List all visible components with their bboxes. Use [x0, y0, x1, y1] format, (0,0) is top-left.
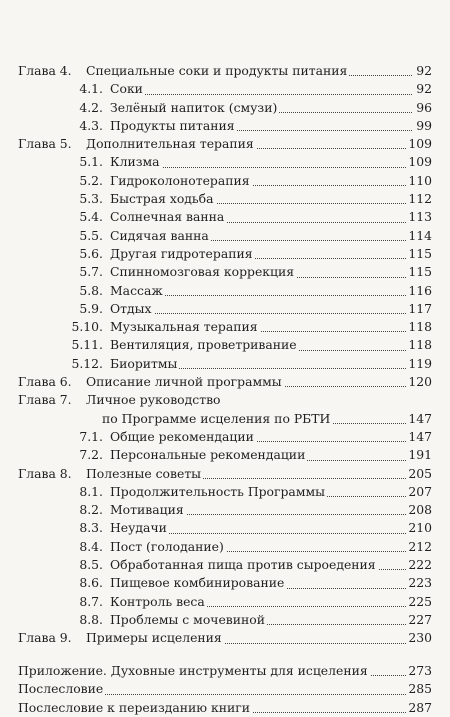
page-number: 115 — [406, 263, 432, 281]
entry-title-text: Продукты питания — [110, 117, 235, 133]
page-number: 230 — [406, 629, 432, 647]
toc-entry — [18, 574, 432, 592]
page-number: 212 — [406, 538, 432, 556]
entry-title-text: Вентиляция, проветривание — [110, 337, 297, 353]
entry-title-text: Другая гидротерапия — [110, 245, 253, 261]
entry-number: 8.7. — [79, 593, 103, 609]
entry-number: Глава 6. — [18, 374, 72, 390]
page-number: 112 — [406, 190, 432, 208]
entry-title-text: Зелёный напиток (смузи) — [110, 99, 278, 115]
entry-title — [110, 501, 186, 519]
entry-title — [18, 699, 252, 717]
entry-title — [86, 391, 223, 409]
entry-number: 5.12. — [71, 355, 103, 371]
entry-number: 5.10. — [71, 319, 103, 335]
toc-entry — [18, 245, 432, 263]
page-number: 118 — [406, 318, 432, 336]
toc-entry — [18, 410, 432, 428]
entry-title-text: Пост (голодание) — [110, 538, 224, 554]
entry-number: 5.8. — [79, 282, 103, 298]
page-number: 114 — [406, 227, 432, 245]
entry-title-text: Спинномозговая коррекция — [110, 264, 295, 280]
page-number: 115 — [406, 245, 432, 263]
page-number: 120 — [406, 373, 432, 391]
page-number: 118 — [406, 336, 432, 354]
entry-title — [110, 483, 327, 501]
toc-entry — [18, 318, 432, 336]
page-number: 225 — [406, 593, 432, 611]
entry-title-text: Послесловие — [18, 681, 104, 697]
entry-number: 8.5. — [79, 557, 103, 573]
toc-entry — [18, 391, 432, 409]
toc-entry — [18, 99, 432, 117]
page-number: 223 — [406, 574, 432, 592]
toc-entry — [18, 556, 432, 574]
page-number: 227 — [406, 611, 432, 629]
entry-title — [110, 208, 226, 226]
entry-number: 8.3. — [79, 520, 103, 536]
entry-number: 5.7. — [79, 264, 103, 280]
entry-title-text: Неудачи — [110, 520, 167, 536]
toc-entry — [18, 501, 432, 519]
entry-number: 4.1. — [79, 81, 103, 97]
toc-entry — [18, 336, 432, 354]
page-number: 113 — [406, 208, 432, 226]
entry-title — [110, 574, 286, 592]
page-number: 191 — [406, 446, 432, 464]
dot-leader — [110, 313, 412, 314]
entry-number: 7.1. — [79, 428, 103, 444]
page-number: 222 — [406, 556, 432, 574]
entry-title — [110, 153, 162, 171]
toc-entry — [18, 662, 432, 680]
entry-title — [110, 282, 165, 300]
page-number: 109 — [406, 135, 432, 153]
page-number: 109 — [406, 153, 432, 171]
toc-entry — [18, 300, 432, 318]
toc-entry — [18, 680, 432, 698]
entry-title — [110, 99, 279, 117]
page-number: 207 — [406, 483, 432, 501]
entry-title — [110, 80, 145, 98]
toc-entry — [18, 629, 432, 647]
entry-title-text: Отдых — [110, 300, 152, 316]
toc-entry — [18, 465, 432, 483]
entry-number: 5.4. — [79, 209, 103, 225]
page-number: 110 — [406, 172, 432, 190]
entry-title — [102, 410, 332, 428]
entry-title-text: Личное руководство — [86, 392, 221, 408]
entry-title — [18, 680, 105, 698]
entry-number: Глава 7. — [18, 392, 72, 408]
toc-entry — [18, 428, 432, 446]
entry-title-text: Музыкальная терапия — [110, 319, 258, 335]
entry-title-text: Дополнительная терапия — [86, 136, 254, 152]
entry-title-text: Обработанная пища против сыроедения — [110, 557, 376, 573]
entry-number: 8.4. — [79, 538, 103, 554]
entry-number: 5.1. — [79, 154, 103, 170]
entry-title — [18, 662, 370, 680]
toc-entry — [18, 446, 432, 464]
entry-title-text: Контроль веса — [110, 593, 205, 609]
entry-number: Глава 5. — [18, 136, 72, 152]
entry-number: 5.5. — [79, 227, 103, 243]
page-number: 208 — [406, 501, 432, 519]
entry-title — [86, 629, 224, 647]
entry-number: 8.1. — [79, 483, 103, 499]
entry-title-text: Послесловие к переизданию книги — [18, 699, 251, 715]
entry-title — [86, 465, 203, 483]
entry-number: 5.11. — [71, 337, 103, 353]
entry-title — [86, 373, 284, 391]
entry-title — [110, 446, 307, 464]
entry-title — [110, 190, 216, 208]
entry-title-text: Приложение. Духовные инструменты для исцеления — [18, 663, 368, 679]
page-number: 92 — [414, 62, 432, 80]
entry-title — [110, 519, 169, 537]
toc-entry — [18, 190, 432, 208]
entry-title — [110, 318, 260, 336]
entry-title — [110, 117, 237, 135]
entry-title — [110, 538, 226, 556]
entry-title-text: Пищевое комбинирование — [110, 575, 285, 591]
toc-entry — [18, 282, 432, 300]
entry-title — [110, 263, 296, 281]
entry-title-text: Примеры исцеления — [86, 630, 222, 646]
page-number: 119 — [406, 355, 432, 373]
page-number: 99 — [414, 117, 432, 135]
entry-title — [110, 355, 179, 373]
entry-title-text: Описание личной программы — [86, 374, 282, 390]
entry-title — [110, 300, 154, 318]
page-number: 147 — [406, 410, 432, 428]
entry-title — [110, 227, 211, 245]
toc-entry — [18, 208, 432, 226]
entry-title — [110, 336, 299, 354]
toc-entry — [18, 519, 432, 537]
toc-entry — [18, 483, 432, 501]
toc-entry — [18, 373, 432, 391]
entry-title — [86, 135, 256, 153]
toc-entry — [18, 117, 432, 135]
entry-title-text: Проблемы с мочевиной — [110, 611, 266, 627]
toc-entry — [18, 80, 432, 98]
spacer — [18, 648, 432, 663]
toc-entry — [18, 699, 432, 717]
page-number: 92 — [414, 80, 432, 98]
entry-title — [110, 172, 252, 190]
entry-number: 5.6. — [79, 245, 103, 261]
entry-number: Глава 4. — [18, 63, 72, 78]
entry-number: 4.3. — [79, 117, 103, 133]
entry-title-text: Сидячая ванна — [110, 227, 209, 243]
table-of-contents — [18, 62, 432, 717]
entry-title — [110, 428, 256, 446]
entry-title-text: Специальные соки и продукты питания — [86, 63, 348, 78]
entry-title — [110, 245, 255, 263]
entry-title-text: Полезные советы — [86, 465, 202, 481]
toc-entry — [18, 153, 432, 171]
page-number: 116 — [406, 282, 432, 300]
toc-entry — [18, 263, 432, 281]
page-number: 117 — [406, 300, 432, 318]
page-number: 210 — [406, 519, 432, 537]
toc-entry — [18, 611, 432, 629]
toc-entry — [18, 62, 432, 80]
entry-number: 8.8. — [79, 611, 103, 627]
entry-title-text: Массаж — [110, 282, 163, 298]
dot-leader — [110, 94, 412, 95]
entry-title-text: Мотивация — [110, 502, 184, 518]
entry-number: Глава 8. — [18, 465, 72, 481]
entry-title — [110, 556, 378, 574]
page-number: 205 — [406, 465, 432, 483]
entry-number: 5.3. — [79, 191, 103, 207]
entry-number: 5.2. — [79, 172, 103, 188]
entry-number: 8.2. — [79, 502, 103, 518]
entry-title-text: Клизма — [110, 154, 160, 170]
entry-title-text: Продолжительность Программы — [110, 483, 325, 499]
toc-entry — [18, 135, 432, 153]
entry-title-text: Гидроколонотерапия — [110, 172, 250, 188]
entry-title-text: Быстрая ходьба — [110, 191, 214, 207]
page-number: 96 — [414, 99, 432, 117]
toc-entry — [18, 538, 432, 556]
entry-number: 5.9. — [79, 300, 103, 316]
entry-title — [110, 593, 207, 611]
entry-title — [110, 611, 267, 629]
entry-title-text: Соки — [110, 81, 143, 97]
entry-title-text: Общие рекомендации — [110, 428, 254, 444]
page-number: 147 — [406, 428, 432, 446]
entry-title-text: по Программе исцеления по РБТИ — [102, 410, 331, 426]
toc-entry — [18, 227, 432, 245]
entry-number: 4.2. — [79, 99, 103, 115]
toc-entry — [18, 172, 432, 190]
page-number: 285 — [406, 680, 432, 698]
page-number: 287 — [406, 699, 432, 717]
entry-number: 8.6. — [79, 575, 103, 591]
entry-title-text: Солнечная ванна — [110, 209, 225, 225]
entry-number: 7.2. — [79, 447, 103, 463]
entry-title-text: Персональные рекомендации — [110, 447, 306, 463]
entry-title — [86, 62, 349, 80]
toc-entry — [18, 593, 432, 611]
page-number: 273 — [406, 662, 432, 680]
entry-title-text: Биоритмы — [110, 355, 178, 371]
toc-entry — [18, 355, 432, 373]
entry-number: Глава 9. — [18, 630, 72, 646]
